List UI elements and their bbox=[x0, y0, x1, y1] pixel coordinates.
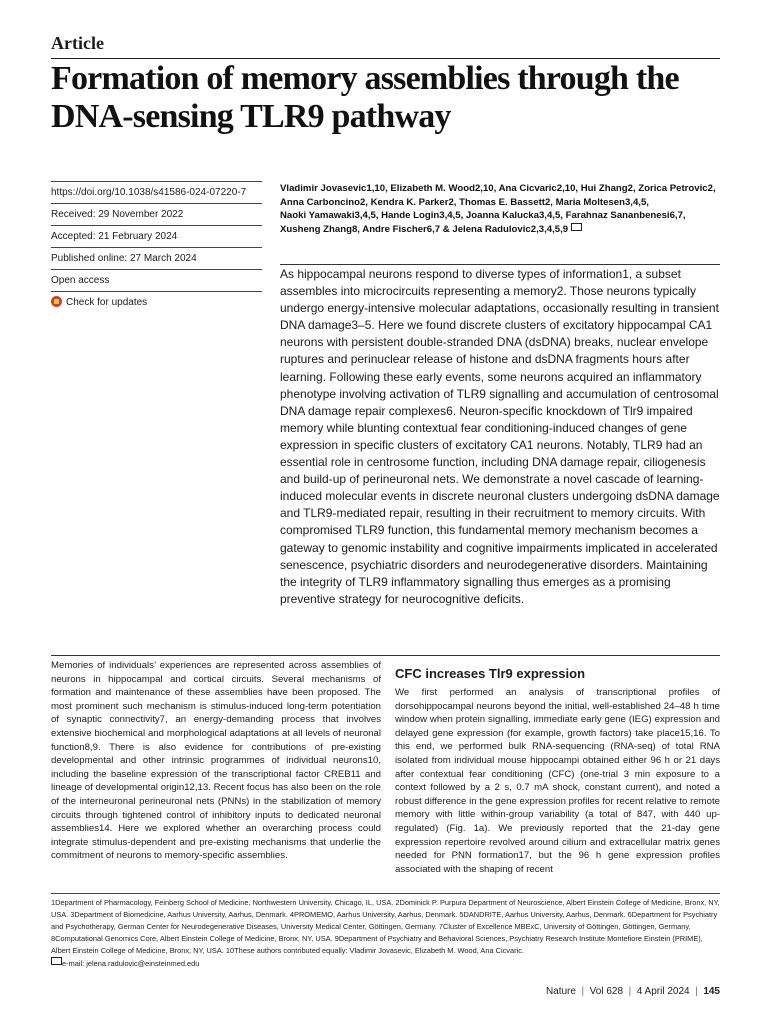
received-date: Received: 29 November 2022 bbox=[51, 203, 262, 225]
page-number: 145 bbox=[703, 986, 720, 997]
body-column-left bbox=[51, 659, 381, 863]
footer-separator: | bbox=[692, 986, 701, 997]
author-line-3: Naoki Yamawaki3,4,5, Hande Login3,4,5, Joanna Kalucka3,4,5, Farahnaz Sananbenesi6,7, bbox=[280, 210, 686, 222]
footer-separator: | bbox=[625, 986, 634, 997]
journal-volume: Vol 628 bbox=[589, 986, 624, 997]
accepted-date: Accepted: 21 February 2024 bbox=[51, 225, 262, 247]
published-date: Published online: 27 March 2024 bbox=[51, 247, 262, 269]
check-updates-link[interactable] bbox=[51, 291, 262, 313]
affiliations-divider bbox=[51, 893, 720, 894]
title-divider bbox=[51, 58, 720, 59]
affiliations bbox=[51, 897, 723, 970]
check-updates-icon bbox=[51, 296, 62, 307]
article-metadata bbox=[51, 181, 262, 313]
check-updates-label: Check for updates bbox=[66, 297, 148, 308]
abstract-divider bbox=[280, 264, 720, 265]
results-paragraph: We first performed an analysis of transcriptional profiles of dorsohippocampal neurons beyond the initial, well-established 24–48 h time window when protein signalling, immediate early gene (IEG) expression and delayed gene expression (for example, growth factors) take place15,16. To this end, we performed bulk RNA-sequencing (RNA-seq) of total RNA isolated from individual mouse hippocampi obtained either 96 h or 21 days after contextual fear conditioning (CFC) (one-trial 3 min exposure to a context followed by a 2 s, 0.7 mA shock, constant current), and noted a robust difference in the gene expression profiles for recent relative to remote memory with little within-group variability (a total of 847, with 440 up-regulated) (Fig. 1a). We previously reported that the 21-day gene expression repertoire revolved around cilium and extracellular matrix genes needed for PNN formation17, but the 96 h gene expression profiles associated with the shaping of recent bbox=[395, 687, 720, 875]
abstract-text: As hippocampal neurons respond to diverse types of information1, a subset assembles into microcircuits representing a memory2. Those neurons typically undergo energy-intensive molecular adaptations, occasionally resulting in transient DNA damage3–5. Here we found discrete clusters of excitatory hippocampal CA1 neurons with persistent double-stranded DNA (dsDNA) breaks, nuclear envelope ruptures and perinuclear release of histone and dsDNA fragments hours after learning. Following these early events, some neurons acquired an inflammatory phenotype involving activation of TLR9 signalling and accumulation of centrosomal DNA damage repair complexes6. Neuron-specific knockdown of Tlr9 impaired memory while blunting contextual fear conditioning-induced changes of gene expression in specific clusters of excitatory CA1 neurons. Notably, TLR9 had an essential role in centrosome function, including DNA damage repair, ciliogenesis and build-up of perineuronal nets. We demonstrate a novel cascade of learning-induced molecular events in discrete neuronal clusters undergoing dsDNA damage and TLR9-mediated repair, resulting in their recruitment to memory circuits. With compromised TLR9 function, this fundamental memory mechanism becomes a gateway to genomic instability and cognitive impairments implicated in accelerated senescence, psychiatric disorders and neurodegenerative disorders. Maintaining the integrity of TLR9 inflammatory signalling thus emerges as a promising preventive strategy for neurocognitive deficits. bbox=[280, 267, 720, 606]
doi-link[interactable]: https://doi.org/10.1038/s41586-024-07220-7 bbox=[51, 181, 262, 203]
body-column-right bbox=[395, 666, 720, 876]
email-icon[interactable] bbox=[571, 223, 582, 231]
email-icon bbox=[51, 957, 62, 965]
author-line-2: Anna Carboncino2, Kendra K. Parker2, Thomas E. Bassett2, Maria Moltesen3,4,5, bbox=[280, 196, 649, 208]
author-line-4 bbox=[280, 223, 720, 237]
page-footer bbox=[546, 985, 720, 999]
section-heading: CFC increases Tlr9 expression bbox=[395, 666, 586, 681]
email-address: e-mail: jelena.radulovic@einsteinmed.edu bbox=[62, 959, 200, 968]
intro-paragraph: Memories of individuals’ experiences are represented across assemblies of neurons in hippocampal and cortical circuits. Several mechanisms of formation and maintenance of these assemblies have been proposed. The most prominent such mechanism is stimulus-induced long-term potentiation of synaptic connectivity7, an energy-demanding process that involves extensive biochemical and morphological adaptations at all levels of neuronal function8,9. There is also evidence for contributions of pre-existing developmental and other intrinsic programmes of individual neurons10, including the baseline expression of the transcriptional factor CREB11 and lineage of developmental origin12,13. Recent focus has also been on the role of the interneuronal perineuronal nets (PNNs) in the stabilization of memory circuits through tightened control of inhibitory inputs to dedicated neuronal assemblies14. Here we explored whether an overarching process could integrate stimulus-dependent and pre-existing mechanisms that underlie the commitment of neurons to memory-specific assemblies. bbox=[51, 660, 381, 862]
open-access-label: Open access bbox=[51, 269, 262, 291]
author-line-1: Vladimir Jovasevic1,10, Elizabeth M. Wood2,10, Ana Cicvaric2,10, Hui Zhang2, Zorica Petrovic2, bbox=[280, 183, 716, 194]
footer-separator: | bbox=[578, 986, 587, 997]
affiliations-text: 1Department of Pharmacology, Feinberg School of Medicine, Northwestern University, Chicago, IL, USA. 2Dominick P. Purpura Department of Neuroscience, Albert Einstein College of Medicine, Bronx, NY, USA. 3Department of Biomedicine, Aarhus University, Aarhus, Denmark. 4PROMEMO, Aarhus University, Aarhus, Denmark. 5DANDRITE, Aarhus University, Aarhus, Denmark. 6Department for Psychiatry and Psychotherapy, German Center for Neurodegenerative Diseases, University Medical Center, Göttingen, Germany. 7Cluster of Excellence MBExC, University of Göttingen, Göttingen, Germany. 8Computational Genomics Core, Albert Einstein College of Medicine, Bronx, NY, USA. 9Department of Psychiatry and Behavioral Sciences, Psychiatry Research Institute Montefiore Einstein (PRIME), Albert Einstein College of Medicine, Bronx, NY, USA. 10These authors contributed equally: Vladimir Jovasevic, Elizabeth M. Wood, Ana Cicvaric. bbox=[51, 898, 720, 955]
author-line-4-text: Xusheng Zhang8, Andre Fischer6,7 & Jelena Radulovic2,3,4,5,9 bbox=[280, 223, 569, 235]
body-divider bbox=[51, 655, 720, 656]
author-list bbox=[280, 182, 720, 236]
journal-name: Nature bbox=[545, 986, 576, 997]
article-type-label: Article bbox=[51, 33, 104, 53]
correspondence-email[interactable] bbox=[51, 957, 723, 970]
article-title: Formation of memory assemblies through the DNA-sensing TLR9 pathway bbox=[51, 60, 679, 135]
issue-date: 4 April 2024 bbox=[636, 986, 690, 997]
abstract bbox=[280, 266, 720, 608]
